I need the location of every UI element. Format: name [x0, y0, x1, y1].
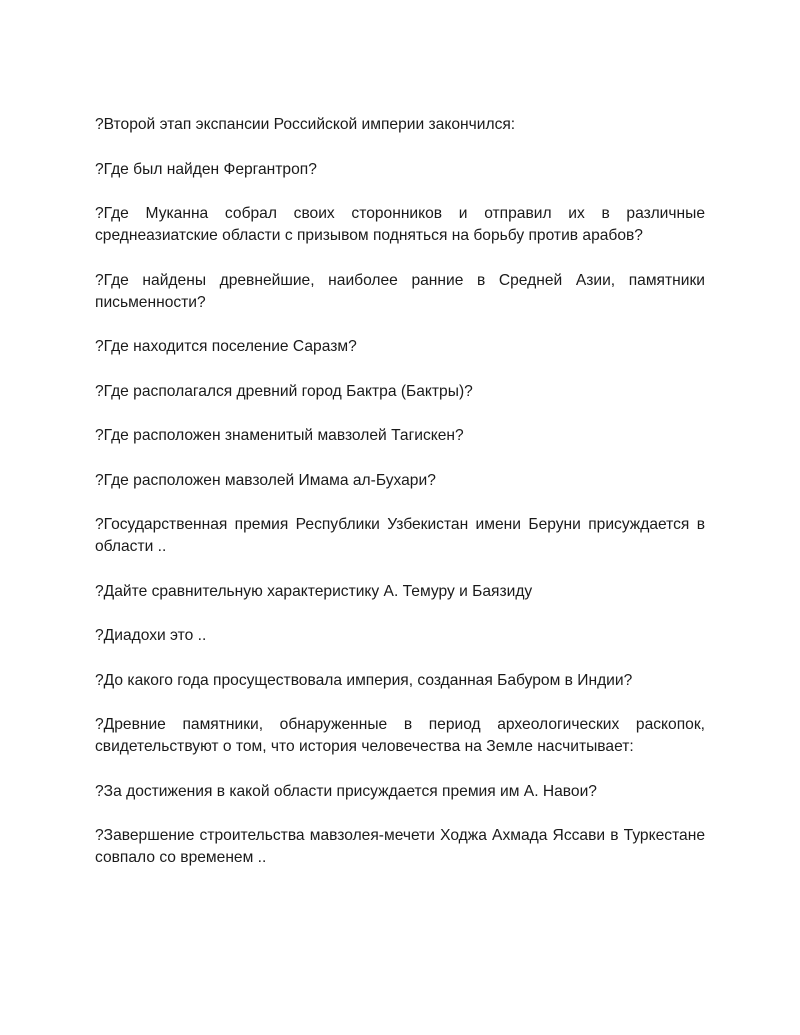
- question-item: ?Где располагался древний город Бактра (Бактры)?: [95, 382, 473, 400]
- question-list: [95, 114, 705, 892]
- question-item: ?Древние памятники, обнаруженные в период археологических раскопок, свидетельствуют о том, что история человечества на Земле насчитывает:: [95, 716, 705, 755]
- question-item: ?Где расположен мавзолей Имама ал-Бухари?: [95, 471, 436, 489]
- question-item: ?Второй этап экспансии Российской империи закончился:: [95, 116, 516, 133]
- question-item: ?Где расположен знаменитый мавзолей Тагискен?: [95, 427, 464, 444]
- question-item: ?Где найдены древнейшие, наиболее ранние в Средней Азии, памятники письменности?: [95, 271, 705, 311]
- question-item: ?За достижения в какой области присуждается премия им А. Навои?: [95, 782, 597, 800]
- question-item: ?Где был найден Фергантроп?: [95, 160, 317, 178]
- question-item: ?Дайте сравнительную характеристику А. Темуру и Баязиду: [95, 582, 533, 600]
- question-item: ?Где Муканна собрал своих сторонников и отправил их в различные среднеазиатские области с призывом подняться на борьбу против арабов?: [95, 205, 705, 244]
- question-item: ?Диадохи это ..: [95, 627, 207, 644]
- question-item: ?Где находится поселение Саразм?: [95, 338, 357, 355]
- question-item: ?Завершение строительства мавзолея-мечети Ходжа Ахмада Яссави в Туркестане совпало со временем ..: [95, 827, 705, 866]
- question-item: ?До какого года просуществовала империя, созданная Бабуром в Индии?: [95, 671, 633, 689]
- question-item: ?Государственная премия Республики Узбекистан имени Беруни присуждается в области ..: [95, 516, 705, 555]
